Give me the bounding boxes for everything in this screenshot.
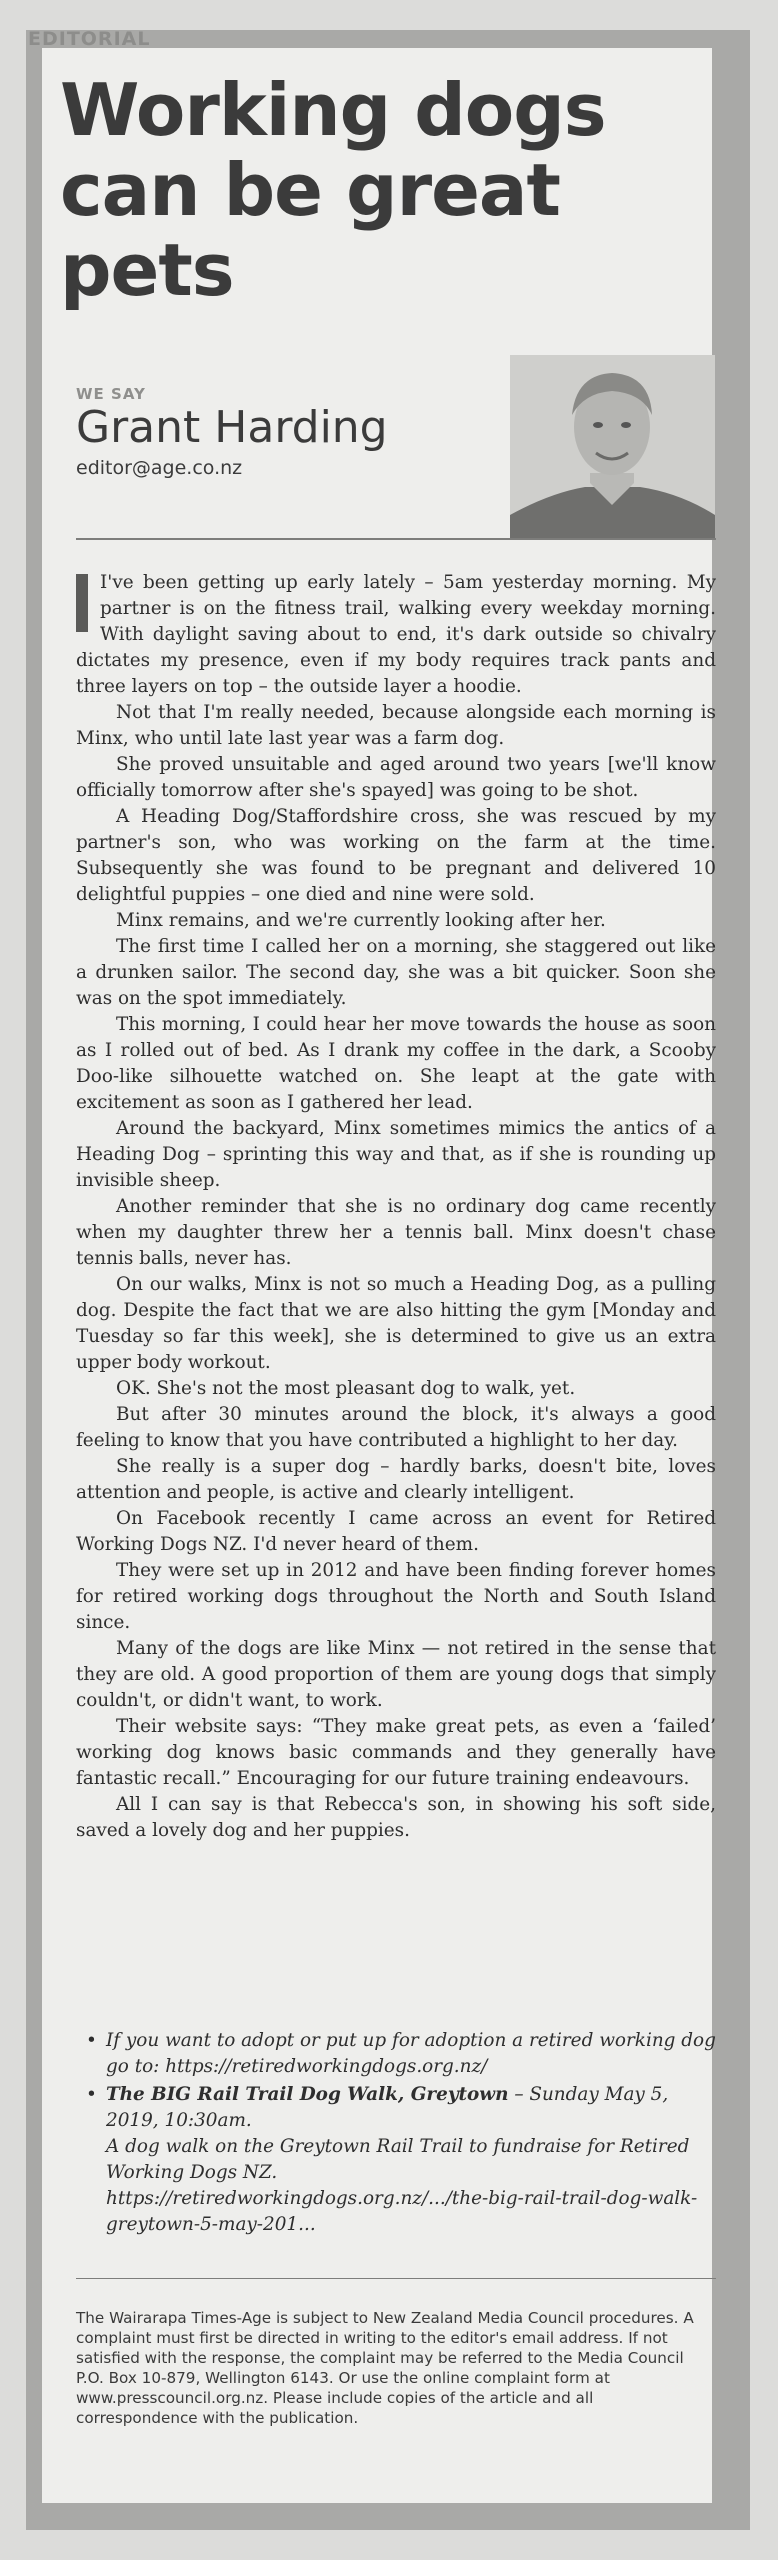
paragraph: Their website says: “They make great pets, as even a ‘failed’ working dog knows basic commands and they generally have fantastic recall.” Encouraging for our future training endeavours. bbox=[76, 1716, 716, 1789]
event-title: The BIG Rail Trail Dog Walk, Greytown bbox=[106, 2084, 509, 2105]
paragraph: Minx remains, and we're currently looking after her. bbox=[116, 910, 606, 931]
paragraph: The first time I called her on a morning, she staggered out like a drunken sailor. The second day, she was a bit quicker. Soon she was on the spot immediately. bbox=[76, 936, 716, 1009]
paragraph: Another reminder that she is no ordinary dog came recently when my daughter threw her a tennis ball. Minx doesn't chase tennis balls, never has. bbox=[76, 1196, 716, 1269]
paragraph: But after 30 minutes around the block, it's always a good feeling to know that you have contributed a highlight to her day. bbox=[76, 1404, 716, 1451]
adopt-text: If you want to adopt or put up for adoption a retired working dog go to: https://retiredworkingdogs.org.nz/ bbox=[106, 2030, 716, 2077]
paragraph: All I can say is that Rebecca's son, in showing his soft side, saved a lovely dog and her puppies. bbox=[76, 1794, 716, 1841]
paragraph: I've been getting up early lately – 5am yesterday morning. My partner is on the fitness trail, walking every weekday morning. With daylight saving about to end, it's dark outside so chivalry dictates my presence, even if my body requires track pants and three layers on top – the outside layer a hoodie. bbox=[76, 572, 716, 697]
byline bbox=[76, 385, 388, 479]
paragraph: They were set up in 2012 and have been finding forever homes for retired working dogs throughout the North and South Island since. bbox=[76, 1560, 716, 1633]
bullet: • bbox=[86, 2084, 97, 2105]
paragraph: This morning, I could hear her move towards the house as soon as I rolled out of bed. As I drank my coffee in the dark, a Scooby Doo-like silhouette watched on. She leapt at the gate with excitement as soon as I gathered her lead. bbox=[76, 1014, 716, 1113]
headline: Working dogs can be great pets bbox=[60, 68, 606, 312]
paragraph: OK. She's not the most pleasant dog to walk, yet. bbox=[116, 1378, 576, 1399]
section-label: EDITORIAL bbox=[28, 28, 151, 50]
paragraph: Not that I'm really needed, because alongside each morning is Minx, who until late last year was a farm dog. bbox=[76, 702, 716, 749]
disclaimer-divider bbox=[76, 2278, 716, 2279]
author-portrait bbox=[510, 355, 715, 540]
bullet: • bbox=[86, 2030, 97, 2051]
drop-cap bbox=[76, 574, 88, 632]
author-email: editor@age.co.nz bbox=[76, 457, 243, 479]
paragraph: Many of the dogs are like Minx — not retired in the sense that they are old. A good proportion of them are young dogs that simply couldn't, or didn't want, to work. bbox=[76, 1638, 716, 1711]
we-say-label: WE SAY bbox=[76, 385, 146, 403]
byline-divider bbox=[76, 538, 716, 540]
author-name: Grant Harding bbox=[76, 402, 388, 453]
note-adopt bbox=[86, 2028, 716, 2080]
paragraph: On Facebook recently I came across an event for Retired Working Dogs NZ. I'd never heard of them. bbox=[76, 1508, 716, 1555]
paragraph: She proved unsuitable and aged around two years [we'll know officially tomorrow after she's spayed] was going to be shot. bbox=[76, 754, 716, 801]
paragraph: Around the backyard, Minx sometimes mimics the antics of a Heading Dog – sprinting this way and that, as if she is rounding up invisible sheep. bbox=[76, 1118, 716, 1191]
paragraph: She really is a super dog – hardly barks, doesn't bite, loves attention and people, is active and clearly intelligent. bbox=[76, 1456, 716, 1503]
note-event bbox=[86, 2082, 716, 2238]
event-description: A dog walk on the Greytown Rail Trail to fundraise for Retired Working Dogs NZ. bbox=[106, 2136, 690, 2183]
event-link: https://retiredworkingdogs.org.nz/.../the-big-rail-trail-dog-walk-greytown-5-may-201... bbox=[106, 2188, 698, 2235]
article-notes bbox=[86, 2028, 716, 2240]
paragraph: A Heading Dog/Staffordshire cross, she was rescued by my partner's son, who was working on the farm at the time. Subsequently she was found to be pregnant and delivered 10 delightful puppies – one died and nine were sold. bbox=[76, 806, 716, 905]
article-body bbox=[76, 570, 716, 1844]
paragraph: On our walks, Minx is not so much a Heading Dog, as a pulling dog. Despite the fact that we are also hitting the gym [Monday and Tuesday so far this week], she is determined to give us an extra upper body workout. bbox=[76, 1274, 716, 1373]
event-when: – Sunday May 5, 2019, 10:30am. bbox=[106, 2084, 669, 2131]
media-council-disclaimer: The Wairarapa Times-Age is subject to New Zealand Media Council procedures. A complaint must first be directed in writing to the editor's email address. If not satisfied with the response, the complaint may be referred to the Media Council P.O. Box 10-879, Wellington 6143. Or use the online complaint form at www.presscouncil.org.nz. Please include copies of the article and all correspondence with the publication. bbox=[76, 2309, 694, 2427]
portrait-photo bbox=[510, 355, 715, 540]
